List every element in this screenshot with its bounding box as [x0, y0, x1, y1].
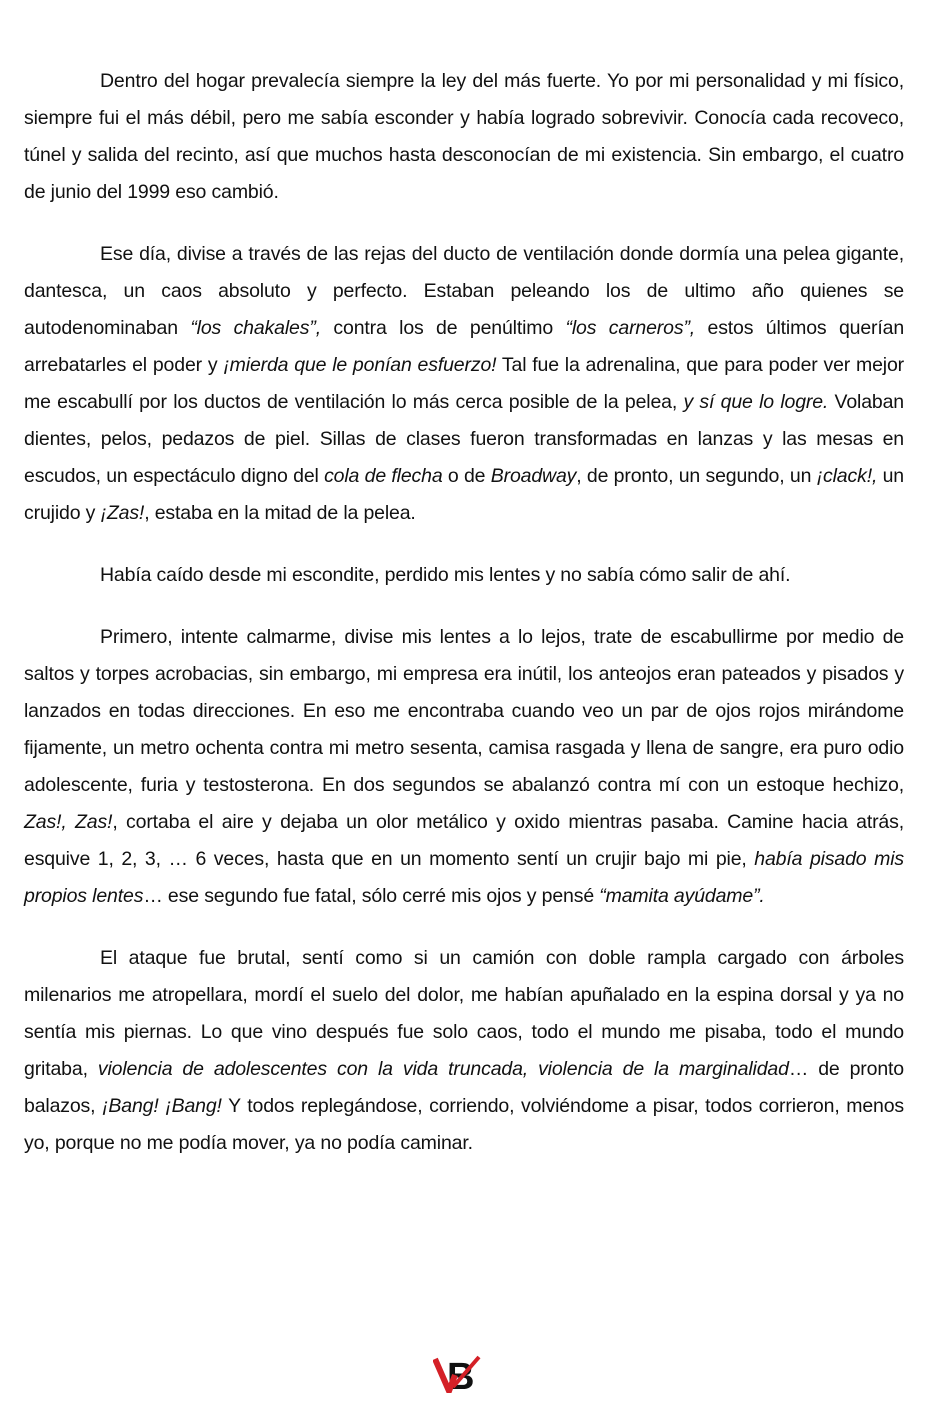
- paragraph: El ataque fue brutal, sentí como si un camión con doble rampla cargado con árboles milenarios me atropellara, mordí el suelo del dolor, me habían apuñalado en la espina dorsal y ya no sentía mis piernas. Lo que vino después fue solo caos, todo el mundo me pisaba, todo el mundo gritaba, violencia de adolescentes con la vida truncada, violencia de la marginalidad… de pronto balazos, ¡Bang! ¡Bang! Y todos replegándose, corriendo, volviéndome a pisar, todos corrieron, menos yo, porque no me podía mover, ya no podía caminar.: [24, 947, 905, 1154]
- paragraph: Primero, intente calmarme, divise mis lentes a lo lejos, trate de escabullirme por medio de saltos y torpes acrobacias, sin embargo, mi empresa era inútil, los anteojos eran pateados y pisados y lanzados en todas direcciones. En eso me encontraba cuando veo un par de ojos rojos mirándome fijamente, un metro ochenta contra mi metro sesenta, camisa rasgada y llena de sangre, era puro odio adolescente, furia y testosterona. En dos segundos se abalanzó contra mí con un estoque hechizo, Zas!, Zas!, cortaba el aire y dejaba un olor metálico y oxido mientras pasaba. Camine hacia atrás, esquive 1, 2, 3, … 6 veces, hasta que en un momento sentí un crujir bajo mi pie, había pisado mis propios lentes… ese segundo fue fatal, sólo cerré mis ojos y pensé “mamita ayúdame”.: [24, 626, 904, 907]
- document-body: [24, 63, 904, 1187]
- paragraph: Había caído desde mi escondite, perdido mis lentes y no sabía cómo salir de ahí.: [100, 564, 791, 586]
- paragraph: Ese día, divise a través de las rejas del ducto de ventilación donde dormía una pelea gigante, dantesca, un caos absoluto y perfecto. Estaban peleando los de ultimo año quienes se autodenominaban “los chakales”, contra los de penúltimo “los carneros”, estos últimos querían arrebatarles el poder y ¡mierda que le ponían esfuerzo! Tal fue la adrenalina, que para poder ver mejor me escabullí por los ductos de ventilación lo más cerca posible de la pelea, y sí que lo logre. Volaban dientes, pelos, pedazos de piel. Sillas de clases fueron transformadas en lanzas y las mesas en escudos, un espectáculo digno del cola de flecha o de Broadway, de pronto, un segundo, un ¡clack!, un crujido y ¡Zas!, estaba en la mitad de la pelea.: [24, 243, 905, 524]
- svg-text:B: B: [447, 1356, 475, 1393]
- vb-logo-icon: [433, 1353, 485, 1393]
- paragraph: Dentro del hogar prevalecía siempre la ley del más fuerte. Yo por mi personalidad y mi físico, siempre fui el más débil, pero me sabía esconder y había logrado sobrevivir. Conocía cada recoveco, túnel y salida del recinto, así que muchos hasta desconocían de mi existencia. Sin embargo, el cuatro de junio del 1999 eso cambió.: [24, 70, 904, 203]
